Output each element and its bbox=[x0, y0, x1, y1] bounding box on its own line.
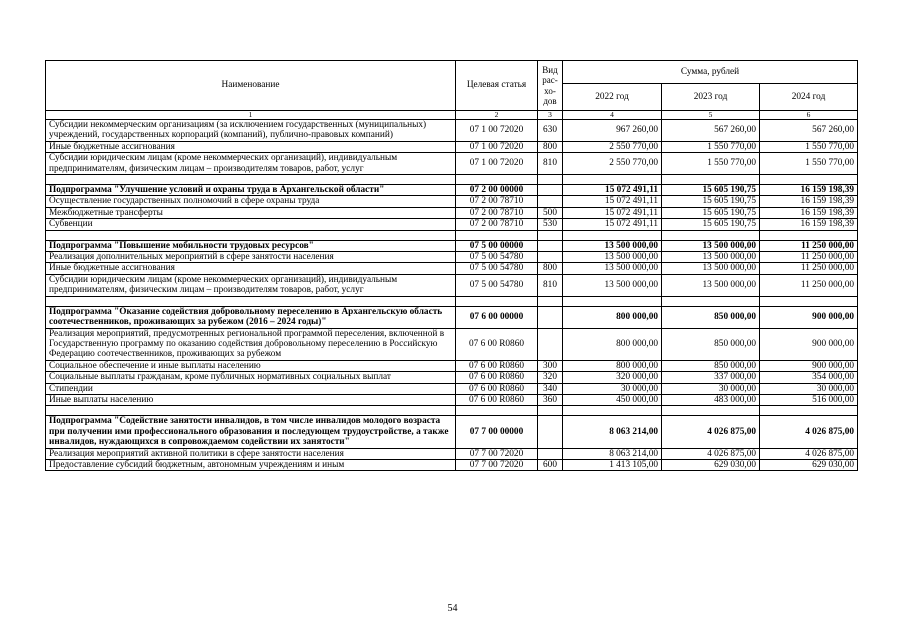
item-name-cell: Предоставление субсидий бюджетным, автономным учреждениям и иным bbox=[46, 459, 456, 470]
amount-2024-cell: 16 159 198,39 bbox=[760, 219, 858, 230]
column-number: 4 bbox=[563, 111, 662, 120]
empty-cell bbox=[46, 230, 456, 240]
empty-cell bbox=[563, 230, 662, 240]
amount-2024-cell: 16 159 198,39 bbox=[760, 207, 858, 218]
spacer-row bbox=[46, 175, 858, 185]
amount-2023-cell: 15 605 190,75 bbox=[662, 196, 760, 207]
expense-type-cell: 600 bbox=[538, 459, 563, 470]
amount-2024-cell: 11 250 000,00 bbox=[760, 263, 858, 274]
item-name-cell: Реализация мероприятий активной политики в сфере занятости населения bbox=[46, 448, 456, 459]
amount-2023-cell: 483 000,00 bbox=[662, 394, 760, 405]
table-row bbox=[46, 459, 858, 470]
table-row bbox=[46, 372, 858, 383]
header-target-article: Целевая статья bbox=[456, 61, 538, 111]
amount-2023-cell: 567 260,00 bbox=[662, 120, 760, 142]
target-article-cell: 07 7 00 00000 bbox=[456, 416, 538, 448]
table-row bbox=[46, 207, 858, 218]
amount-2022-cell: 2 550 770,00 bbox=[563, 153, 662, 175]
empty-cell bbox=[563, 175, 662, 185]
table-body bbox=[46, 120, 858, 471]
amount-2023-cell: 337 000,00 bbox=[662, 372, 760, 383]
subprogram-row bbox=[46, 306, 858, 328]
amount-2024-cell: 900 000,00 bbox=[760, 306, 858, 328]
amount-2022-cell: 8 063 214,00 bbox=[563, 448, 662, 459]
item-name-cell: Подпрограмма "Улучшение условий и охраны труда в Архангельской области" bbox=[46, 185, 456, 196]
header-expense-type: Вид рас-хо-дов bbox=[538, 61, 563, 111]
expense-type-cell: 810 bbox=[538, 153, 563, 175]
page-number: 54 bbox=[447, 603, 458, 614]
target-article-cell: 07 2 00 00000 bbox=[456, 185, 538, 196]
expense-type-cell bbox=[538, 196, 563, 207]
expense-type-cell bbox=[538, 306, 563, 328]
amount-2023-cell: 13 500 000,00 bbox=[662, 274, 760, 296]
amount-2022-cell: 320 000,00 bbox=[563, 372, 662, 383]
item-name-cell: Социальные выплаты гражданам, кроме публичных нормативных социальных выплат bbox=[46, 372, 456, 383]
expense-type-cell: 530 bbox=[538, 219, 563, 230]
empty-cell bbox=[456, 406, 538, 416]
item-name-cell: Субвенции bbox=[46, 219, 456, 230]
expense-type-cell bbox=[538, 252, 563, 263]
amount-2022-cell: 1 413 105,00 bbox=[563, 459, 662, 470]
target-article-cell: 07 5 00 54780 bbox=[456, 274, 538, 296]
amount-2023-cell: 15 605 190,75 bbox=[662, 219, 760, 230]
expense-type-cell: 800 bbox=[538, 263, 563, 274]
empty-cell bbox=[760, 296, 858, 306]
amount-2022-cell: 30 000,00 bbox=[563, 383, 662, 394]
target-article-cell: 07 1 00 72020 bbox=[456, 120, 538, 142]
amount-2022-cell: 15 072 491,11 bbox=[563, 219, 662, 230]
amount-2024-cell: 11 250 000,00 bbox=[760, 252, 858, 263]
column-numbers-row bbox=[46, 111, 858, 120]
item-name-cell: Иные бюджетные ассигнования bbox=[46, 263, 456, 274]
expense-type-cell bbox=[538, 328, 563, 360]
amount-2023-cell: 1 550 770,00 bbox=[662, 153, 760, 175]
table-row bbox=[46, 394, 858, 405]
subprogram-row bbox=[46, 416, 858, 448]
amount-2024-cell: 1 550 770,00 bbox=[760, 141, 858, 152]
table-row bbox=[46, 328, 858, 360]
amount-2024-cell: 11 250 000,00 bbox=[760, 274, 858, 296]
table-row bbox=[46, 274, 858, 296]
empty-cell bbox=[538, 175, 563, 185]
amount-2023-cell: 850 000,00 bbox=[662, 360, 760, 371]
target-article-cell: 07 6 00 R0860 bbox=[456, 394, 538, 405]
amount-2023-cell: 850 000,00 bbox=[662, 328, 760, 360]
empty-cell bbox=[662, 175, 760, 185]
amount-2024-cell: 11 250 000,00 bbox=[760, 240, 858, 251]
empty-cell bbox=[46, 175, 456, 185]
column-number: 2 bbox=[456, 111, 538, 120]
expense-type-cell bbox=[538, 240, 563, 251]
target-article-cell: 07 6 00 R0860 bbox=[456, 328, 538, 360]
target-article-cell: 07 6 00 R0860 bbox=[456, 383, 538, 394]
target-article-cell: 07 5 00 54780 bbox=[456, 263, 538, 274]
amount-2022-cell: 450 000,00 bbox=[563, 394, 662, 405]
amount-2023-cell: 4 026 875,00 bbox=[662, 416, 760, 448]
item-name-cell: Иные выплаты населению bbox=[46, 394, 456, 405]
target-article-cell: 07 2 00 78710 bbox=[456, 207, 538, 218]
header-row bbox=[46, 61, 858, 84]
column-number: 5 bbox=[662, 111, 760, 120]
empty-cell bbox=[760, 175, 858, 185]
target-article-cell: 07 7 00 72020 bbox=[456, 459, 538, 470]
target-article-cell: 07 2 00 78710 bbox=[456, 196, 538, 207]
table-row bbox=[46, 120, 858, 142]
amount-2023-cell: 15 605 190,75 bbox=[662, 185, 760, 196]
budget-table bbox=[45, 60, 858, 471]
table-row bbox=[46, 153, 858, 175]
item-name-cell: Реализация дополнительных мероприятий в сфере занятости населения bbox=[46, 252, 456, 263]
target-article-cell: 07 6 00 R0860 bbox=[456, 360, 538, 371]
table-row bbox=[46, 360, 858, 371]
empty-cell bbox=[538, 296, 563, 306]
expense-type-cell: 320 bbox=[538, 372, 563, 383]
amount-2024-cell: 4 026 875,00 bbox=[760, 448, 858, 459]
header-sum: Сумма, рублей bbox=[563, 61, 858, 84]
target-article-cell: 07 1 00 72020 bbox=[456, 141, 538, 152]
amount-2024-cell: 629 030,00 bbox=[760, 459, 858, 470]
table-row bbox=[46, 196, 858, 207]
subprogram-row bbox=[46, 240, 858, 251]
item-name-cell: Стипендии bbox=[46, 383, 456, 394]
item-name-cell: Межбюджетные трансферты bbox=[46, 207, 456, 218]
expense-type-cell: 630 bbox=[538, 120, 563, 142]
column-number: 1 bbox=[46, 111, 456, 120]
amount-2022-cell: 2 550 770,00 bbox=[563, 141, 662, 152]
spacer-row bbox=[46, 296, 858, 306]
table-row bbox=[46, 141, 858, 152]
target-article-cell: 07 7 00 72020 bbox=[456, 448, 538, 459]
amount-2022-cell: 967 260,00 bbox=[563, 120, 662, 142]
item-name-cell: Субсидии юридическим лицам (кроме некоммерческих организаций), индивидуальным предпринимателям, физическим лицам – производителям товаров, работ, услуг bbox=[46, 274, 456, 296]
amount-2024-cell: 30 000,00 bbox=[760, 383, 858, 394]
amount-2022-cell: 13 500 000,00 bbox=[563, 263, 662, 274]
amount-2022-cell: 15 072 491,11 bbox=[563, 207, 662, 218]
expense-type-cell bbox=[538, 416, 563, 448]
amount-2023-cell: 850 000,00 bbox=[662, 306, 760, 328]
item-name-cell: Осуществление государственных полномочий в сфере охраны труда bbox=[46, 196, 456, 207]
header-name: Наименование bbox=[46, 61, 456, 111]
item-name-cell: Субсидии некоммерческим организациям (за исключением государственных (муниципальных) учреждений, государственных корпораций (компаний), публично-правовых компаний) bbox=[46, 120, 456, 142]
header-year-2023: 2023 год bbox=[662, 84, 760, 111]
amount-2024-cell: 567 260,00 bbox=[760, 120, 858, 142]
item-name-cell: Подпрограмма "Оказание содействия добровольному переселению в Архангельскую область соотечественников, проживающих за рубежом (2016 – 2024 годы)" bbox=[46, 306, 456, 328]
amount-2024-cell: 4 026 875,00 bbox=[760, 416, 858, 448]
target-article-cell: 07 2 00 78710 bbox=[456, 219, 538, 230]
expense-type-cell: 340 bbox=[538, 383, 563, 394]
spacer-row bbox=[46, 406, 858, 416]
expense-type-cell: 360 bbox=[538, 394, 563, 405]
target-article-cell: 07 1 00 72020 bbox=[456, 153, 538, 175]
target-article-cell: 07 6 00 R0860 bbox=[456, 372, 538, 383]
table-row bbox=[46, 263, 858, 274]
amount-2023-cell: 1 550 770,00 bbox=[662, 141, 760, 152]
header-year-2024: 2024 год bbox=[760, 84, 858, 111]
empty-cell bbox=[662, 296, 760, 306]
table-row bbox=[46, 219, 858, 230]
amount-2022-cell: 800 000,00 bbox=[563, 306, 662, 328]
empty-cell bbox=[662, 230, 760, 240]
amount-2023-cell: 13 500 000,00 bbox=[662, 240, 760, 251]
table-row bbox=[46, 383, 858, 394]
amount-2023-cell: 4 026 875,00 bbox=[662, 448, 760, 459]
empty-cell bbox=[456, 175, 538, 185]
empty-cell bbox=[456, 230, 538, 240]
empty-cell bbox=[456, 296, 538, 306]
item-name-cell: Субсидии юридическим лицам (кроме некоммерческих организаций), индивидуальным предпринимателям, физическим лицам – производителям товаров, работ, услуг bbox=[46, 153, 456, 175]
spacer-row bbox=[46, 230, 858, 240]
header-year-2022: 2022 год bbox=[563, 84, 662, 111]
amount-2023-cell: 629 030,00 bbox=[662, 459, 760, 470]
amount-2022-cell: 15 072 491,11 bbox=[563, 196, 662, 207]
expense-type-cell bbox=[538, 448, 563, 459]
empty-cell bbox=[760, 406, 858, 416]
target-article-cell: 07 6 00 00000 bbox=[456, 306, 538, 328]
empty-cell bbox=[760, 230, 858, 240]
amount-2022-cell: 8 063 214,00 bbox=[563, 416, 662, 448]
table-row bbox=[46, 252, 858, 263]
table-row bbox=[46, 448, 858, 459]
expense-type-cell: 800 bbox=[538, 141, 563, 152]
empty-cell bbox=[563, 406, 662, 416]
amount-2024-cell: 516 000,00 bbox=[760, 394, 858, 405]
amount-2023-cell: 15 605 190,75 bbox=[662, 207, 760, 218]
amount-2024-cell: 16 159 198,39 bbox=[760, 185, 858, 196]
amount-2022-cell: 800 000,00 bbox=[563, 360, 662, 371]
subprogram-row bbox=[46, 185, 858, 196]
amount-2024-cell: 16 159 198,39 bbox=[760, 196, 858, 207]
amount-2022-cell: 800 000,00 bbox=[563, 328, 662, 360]
amount-2024-cell: 900 000,00 bbox=[760, 328, 858, 360]
amount-2023-cell: 30 000,00 bbox=[662, 383, 760, 394]
item-name-cell: Подпрограмма "Повышение мобильности трудовых ресурсов" bbox=[46, 240, 456, 251]
expense-type-cell: 810 bbox=[538, 274, 563, 296]
empty-cell bbox=[46, 406, 456, 416]
target-article-cell: 07 5 00 00000 bbox=[456, 240, 538, 251]
empty-cell bbox=[46, 296, 456, 306]
empty-cell bbox=[538, 406, 563, 416]
amount-2024-cell: 900 000,00 bbox=[760, 360, 858, 371]
empty-cell bbox=[662, 406, 760, 416]
amount-2022-cell: 13 500 000,00 bbox=[563, 274, 662, 296]
column-number: 6 bbox=[760, 111, 858, 120]
expense-type-cell: 300 bbox=[538, 360, 563, 371]
item-name-cell: Социальное обеспечение и иные выплаты населению bbox=[46, 360, 456, 371]
empty-cell bbox=[563, 296, 662, 306]
expense-type-cell: 500 bbox=[538, 207, 563, 218]
amount-2023-cell: 13 500 000,00 bbox=[662, 263, 760, 274]
empty-cell bbox=[538, 230, 563, 240]
expense-type-cell bbox=[538, 185, 563, 196]
item-name-cell: Реализация мероприятий, предусмотренных региональной программой переселения, включенной в Государственную программу по оказанию содействия добровольному переселению в Российскую Федерацию соотечественников, проживающих за рубежом bbox=[46, 328, 456, 360]
amount-2022-cell: 15 072 491,11 bbox=[563, 185, 662, 196]
item-name-cell: Иные бюджетные ассигнования bbox=[46, 141, 456, 152]
amount-2024-cell: 1 550 770,00 bbox=[760, 153, 858, 175]
target-article-cell: 07 5 00 54780 bbox=[456, 252, 538, 263]
amount-2022-cell: 13 500 000,00 bbox=[563, 252, 662, 263]
column-number: 3 bbox=[538, 111, 563, 120]
item-name-cell: Подпрограмма "Содействие занятости инвалидов, в том числе инвалидов молодого возраста при получении ими профессионального образования и последующем трудоустройстве, а также инвалидов, нуждающихся в сопровождаемом содействии их занятости" bbox=[46, 416, 456, 448]
amount-2024-cell: 354 000,00 bbox=[760, 372, 858, 383]
amount-2022-cell: 13 500 000,00 bbox=[563, 240, 662, 251]
amount-2023-cell: 13 500 000,00 bbox=[662, 252, 760, 263]
